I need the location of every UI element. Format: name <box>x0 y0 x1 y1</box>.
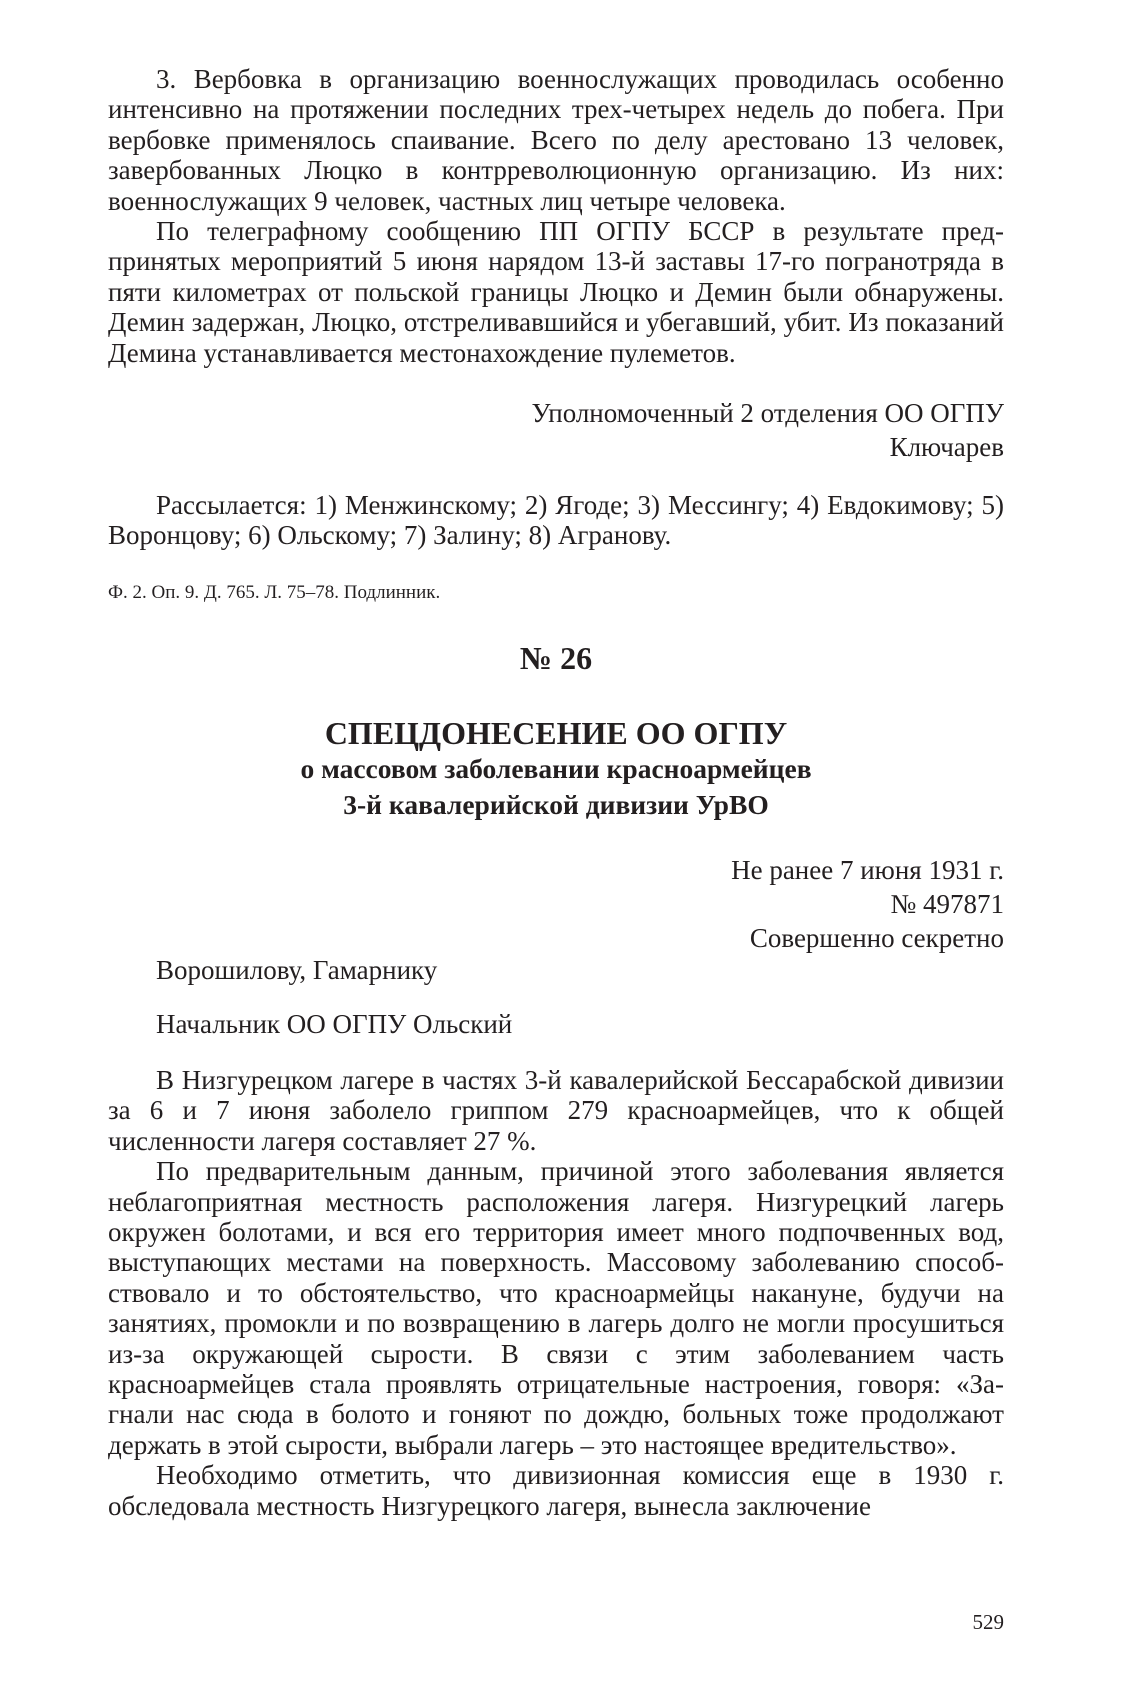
distribution-block <box>108 490 1004 551</box>
document-date: Не ранее 7 июня 1931 г. <box>731 854 1004 885</box>
distribution-list: Рассылается: 1) Менжинскому; 2) Ягоде; 3) Мессингу; 4) Евдокимову; 5) Воронцову; 6) Ольскому; 7) Залину; 8) Агранову. <box>108 490 1004 551</box>
body-paragraph-3: Необходимо отметить, что дивизионная комиссия еще в 1930 г. обследовала местность Низгурецкого лагеря, вынесла заключение <box>108 1460 1004 1521</box>
document-meta <box>108 853 1004 955</box>
signature-name: Ключарев <box>889 432 1004 463</box>
document-subtitle-line-2: 3-й кавалерийской дивизии УрВО <box>343 788 769 820</box>
body-paragraph-1: В Низгурецком лагере в частях 3-й кавалерийской Бессарабской дивизии за 6 и 7 июня заболело гриппом 279 красноармейцев, что к общей численности лагеря составляет 27 %. <box>108 1064 1004 1156</box>
document-page <box>108 64 1004 1521</box>
document-author: Начальник ОО ОГПУ Ольский <box>156 1008 513 1039</box>
document-classification: Совершенно секретно <box>749 922 1004 953</box>
prev-paragraph-2: По телеграфному сообщению ПП ОГПУ БССР в результате предпринятых мероприятий 5 июня нарядом 13-й заставы 17-го погранотряда в пяти километрах от польской границы Люцко и Демин были обнаружены. Демин задержан, Люцко, отстреливавшийся и убегавший, убит. Из показаний Демина устанавливается местонахождение пулеметов. <box>108 216 1004 368</box>
prev-paragraph-1: 3. Вербовка в организацию военнослужащих проводилась особенно интенсивно на протяжении последних трех-четырех недель до побега. При вербовке применялось спаивание. Всего по делу арестовано 13 человек, завербованных Люцко в контрреволюционную организацию. Из них: военнослужащих 9 человек, частных лиц четыре человека. <box>108 64 1004 216</box>
page-number: 529 <box>972 1610 1004 1634</box>
document-addressees: Ворошилову, Гамарнику <box>156 954 438 985</box>
archive-source-reference: Ф. 2. Оп. 9. Д. 765. Л. 75–78. Подлинник. <box>108 581 441 603</box>
document-registration-number: № 497871 <box>890 888 1004 919</box>
body-paragraph-2: По предварительным данным, причиной этого заболевания является неблагоприятная местность расположения лагеря. Низгурецкий лагерь окружен болотами, и вся его территория имеет много подпочвенных вод, выступающих местами на поверхность. Массовому заболеванию способствовало и то обстоятельство, что красноармейцы накануне, будучи на занятиях, промокли и по возвращению в лагерь долго не могли просушиться из-за окружающей сырости. В связи с этим заболеванием часть красноармейцев стала проявлять отрицательные настроения, говоря: «Загнали нас сюда в болото и гоняют по дождю, больных тоже продолжают держать в этой сырости, выбрали лагерь – это настоящее вредительство». <box>108 1156 1004 1460</box>
document-subtitle-line-1: о массовом заболевании красноармейцев <box>300 752 812 784</box>
document-body <box>108 1065 1004 1521</box>
document-number: № 26 <box>519 639 593 676</box>
signature-position: Уполномоченный 2 отделения ОО ОГПУ <box>531 398 1004 429</box>
signature-block <box>108 396 1004 464</box>
document-title: СПЕЦДОНЕСЕНИЕ ОО ОГПУ <box>324 714 788 751</box>
